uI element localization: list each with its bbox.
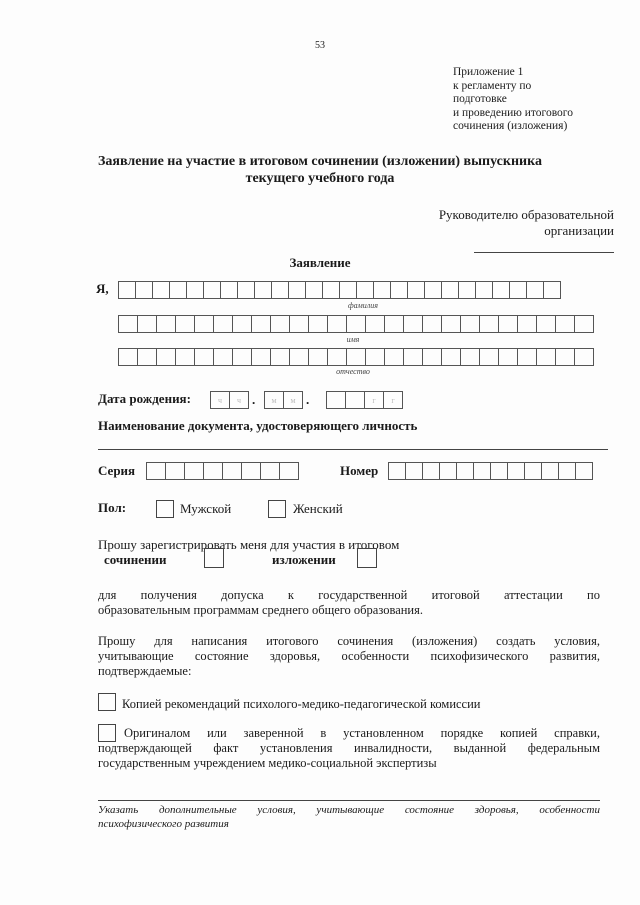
birth-cell[interactable]: [327, 391, 346, 409]
name-prefix: Я,: [96, 281, 109, 296]
series-cell[interactable]: [166, 462, 185, 480]
purpose-paragraph: [98, 588, 600, 618]
surname-cell[interactable]: [170, 281, 187, 299]
name-cell[interactable]: [404, 315, 423, 333]
patronymic-cell[interactable]: [347, 348, 366, 366]
page-number: 53: [315, 40, 325, 51]
birth-day-cells[interactable]: [210, 391, 249, 409]
surname-cell[interactable]: [187, 281, 204, 299]
patronymic-cell[interactable]: [157, 348, 176, 366]
patronymic-cell[interactable]: [366, 348, 385, 366]
series-cell[interactable]: [280, 462, 299, 480]
name-cell[interactable]: [480, 315, 499, 333]
birth-date-label: Дата рождения:: [98, 391, 191, 406]
patronymic-cell[interactable]: [480, 348, 499, 366]
patronymic-cell[interactable]: [252, 348, 271, 366]
patronymic-caption: отчество: [336, 367, 370, 376]
surname-cell[interactable]: [340, 281, 357, 299]
patronymic-cell[interactable]: [499, 348, 518, 366]
date-separator: .: [306, 392, 310, 407]
name-cell[interactable]: [176, 315, 195, 333]
option-disability-line-3: государственным учреждением медико-социальной экспертизы: [98, 756, 437, 770]
option-disability-line-2: подтверждающей факт установления инвалидности, выданной федеральным: [98, 741, 600, 755]
series-cell[interactable]: [204, 462, 223, 480]
birth-cell[interactable]: ч: [230, 391, 249, 409]
patronymic-cell[interactable]: [404, 348, 423, 366]
patronymic-cell[interactable]: [271, 348, 290, 366]
surname-cell[interactable]: [442, 281, 459, 299]
conditions-line-3: подтверждаемые:: [98, 664, 192, 678]
document-title: [60, 153, 580, 187]
surname-cell[interactable]: [459, 281, 476, 299]
appendix-line: Приложение 1: [453, 66, 524, 78]
request-text: Прошу зарегистрировать меня для участия в итоговом: [98, 537, 400, 552]
surname-cell[interactable]: [391, 281, 408, 299]
surname-cell[interactable]: [425, 281, 442, 299]
name-cell[interactable]: [537, 315, 556, 333]
patronymic-cell[interactable]: [119, 348, 138, 366]
additional-conditions-line[interactable]: [98, 800, 600, 801]
surname-cell[interactable]: [306, 281, 323, 299]
birth-cell[interactable]: г: [365, 391, 384, 409]
surname-cell[interactable]: [272, 281, 289, 299]
name-caption: имя: [346, 335, 360, 344]
purpose-line-1: для получения допуска к государственной итоговой аттестации по: [98, 588, 600, 602]
appendix-line: и проведению итогового: [453, 106, 573, 119]
patronymic-cell[interactable]: [214, 348, 233, 366]
gender-male-label: Мужской: [180, 501, 232, 516]
patronymic-cell[interactable]: [556, 348, 575, 366]
surname-cell[interactable]: [221, 281, 238, 299]
option-disability-line-1: Оригиналом или заверенной в установленном порядке копией справки,: [124, 726, 600, 740]
footer-line-1: Указать дополнительные условия, учитывающие состояние здоровья, особенности: [98, 804, 600, 816]
surname-cell[interactable]: [493, 281, 510, 299]
addressee-line-2: организации: [544, 223, 614, 238]
surname-cell[interactable]: [238, 281, 255, 299]
series-cells[interactable]: [146, 462, 299, 480]
name-cell[interactable]: [499, 315, 518, 333]
surname-cell[interactable]: [544, 281, 561, 299]
purpose-line-2: образовательным программам среднего общего образования.: [98, 603, 423, 617]
title-line-2: текущего учебного года: [245, 171, 395, 186]
surname-cell[interactable]: [119, 281, 136, 299]
number-cell[interactable]: [389, 462, 406, 480]
option-pmpk-label: Копией рекомендаций психолого-медико-педагогической комиссии: [122, 697, 481, 711]
patronymic-cell[interactable]: [290, 348, 309, 366]
birth-cell[interactable]: [346, 391, 365, 409]
number-cell[interactable]: [423, 462, 440, 480]
gender-female-label: Женский: [293, 501, 343, 516]
application-heading: Заявление: [289, 255, 351, 270]
series-cell[interactable]: [185, 462, 204, 480]
surname-cell[interactable]: [136, 281, 153, 299]
number-cell[interactable]: [559, 462, 576, 480]
name-cell[interactable]: [195, 315, 214, 333]
patronymic-cell[interactable]: [537, 348, 556, 366]
conditions-paragraph: [98, 634, 600, 679]
name-cell[interactable]: [423, 315, 442, 333]
name-cell[interactable]: [157, 315, 176, 333]
name-cell[interactable]: [556, 315, 575, 333]
surname-cell[interactable]: [374, 281, 391, 299]
appendix-note: [453, 66, 573, 134]
identity-document-line[interactable]: [98, 449, 608, 450]
number-cell[interactable]: [440, 462, 457, 480]
number-cells[interactable]: [388, 462, 593, 480]
surname-cell[interactable]: [255, 281, 272, 299]
patronymic-cell[interactable]: [385, 348, 404, 366]
name-cell[interactable]: [442, 315, 461, 333]
birth-cell[interactable]: м: [284, 391, 303, 409]
name-cell[interactable]: [347, 315, 366, 333]
identity-document-label: Наименование документа, удостоверяющего личность: [98, 418, 418, 433]
appendix-line: сочинения (изложения): [453, 120, 568, 132]
birth-cell[interactable]: г: [384, 391, 403, 409]
name-cell[interactable]: [271, 315, 290, 333]
number-cell[interactable]: [525, 462, 542, 480]
surname-caption: фамилия: [348, 301, 378, 310]
patronymic-cell[interactable]: [423, 348, 442, 366]
surname-cell[interactable]: [153, 281, 170, 299]
appendix-line: к регламенту по: [453, 79, 532, 92]
series-cell[interactable]: [242, 462, 261, 480]
name-cell[interactable]: [252, 315, 271, 333]
birth-year-cells[interactable]: [326, 391, 403, 409]
name-cell[interactable]: [138, 315, 157, 333]
number-cell[interactable]: [576, 462, 593, 480]
patronymic-cell[interactable]: [195, 348, 214, 366]
patronymic-cell[interactable]: [328, 348, 347, 366]
patronymic-cell[interactable]: [442, 348, 461, 366]
surname-cell[interactable]: [408, 281, 425, 299]
patronymic-cell[interactable]: [233, 348, 252, 366]
essay-label: сочинении: [104, 552, 167, 567]
option-disability-checkbox[interactable]: [98, 724, 116, 742]
essay-checkbox[interactable]: [204, 548, 224, 568]
surname-cell[interactable]: [476, 281, 493, 299]
addressee: [439, 207, 614, 239]
appendix-line: подготовке: [453, 93, 507, 105]
gender-male-checkbox[interactable]: [156, 500, 174, 518]
surname-cell[interactable]: [527, 281, 544, 299]
surname-cell[interactable]: [204, 281, 221, 299]
number-cell[interactable]: [491, 462, 508, 480]
conditions-line-1: Прошу для написания итогового сочинения (изложения) создать условия,: [98, 634, 600, 648]
name-cell[interactable]: [366, 315, 385, 333]
name-cell[interactable]: [328, 315, 347, 333]
summary-label: изложении: [272, 552, 336, 567]
footer-line-2: психофизического развития: [98, 818, 229, 830]
number-cell[interactable]: [508, 462, 525, 480]
surname-cell[interactable]: [323, 281, 340, 299]
surname-cell[interactable]: [289, 281, 306, 299]
name-cell[interactable]: [214, 315, 233, 333]
patronymic-cell[interactable]: [138, 348, 157, 366]
patronymic-cell[interactable]: [518, 348, 537, 366]
series-cell[interactable]: [261, 462, 280, 480]
series-cell[interactable]: [147, 462, 166, 480]
gender-label: Пол:: [98, 500, 127, 515]
patronymic-cell[interactable]: [461, 348, 480, 366]
series-cell[interactable]: [223, 462, 242, 480]
addressee-signature-line: [474, 252, 614, 253]
summary-checkbox[interactable]: [357, 548, 377, 568]
name-cell[interactable]: [309, 315, 328, 333]
date-separator: .: [252, 392, 256, 407]
name-cell[interactable]: [575, 315, 594, 333]
surname-cell[interactable]: [357, 281, 374, 299]
patronymic-cell[interactable]: [575, 348, 594, 366]
gender-female-checkbox[interactable]: [268, 500, 286, 518]
conditions-line-2: учитывающие состояние здоровья, особенности психофизического развития,: [98, 649, 600, 663]
birth-month-cells[interactable]: [264, 391, 303, 409]
addressee-line-1: Руководителю образовательной: [438, 207, 614, 222]
option-pmpk-checkbox[interactable]: [98, 693, 116, 711]
patronymic-cells[interactable]: [118, 348, 594, 366]
series-label: Серия: [98, 463, 136, 478]
number-cell[interactable]: [542, 462, 559, 480]
surname-cells[interactable]: [118, 281, 561, 299]
name-cell[interactable]: [518, 315, 537, 333]
patronymic-cell[interactable]: [309, 348, 328, 366]
name-cell[interactable]: [119, 315, 138, 333]
number-label: Номер: [340, 463, 379, 478]
number-cell[interactable]: [406, 462, 423, 480]
number-cell[interactable]: [474, 462, 491, 480]
surname-cell[interactable]: [510, 281, 527, 299]
name-cell[interactable]: [461, 315, 480, 333]
patronymic-cell[interactable]: [176, 348, 195, 366]
title-line-1: Заявление на участие в итоговом сочинении (изложении) выпускника: [98, 154, 542, 169]
number-cell[interactable]: [457, 462, 474, 480]
name-cell[interactable]: [233, 315, 252, 333]
name-cell[interactable]: [290, 315, 309, 333]
birth-cell[interactable]: м: [265, 391, 284, 409]
name-cells[interactable]: [118, 315, 594, 333]
name-cell[interactable]: [385, 315, 404, 333]
birth-cell[interactable]: ч: [211, 391, 230, 409]
